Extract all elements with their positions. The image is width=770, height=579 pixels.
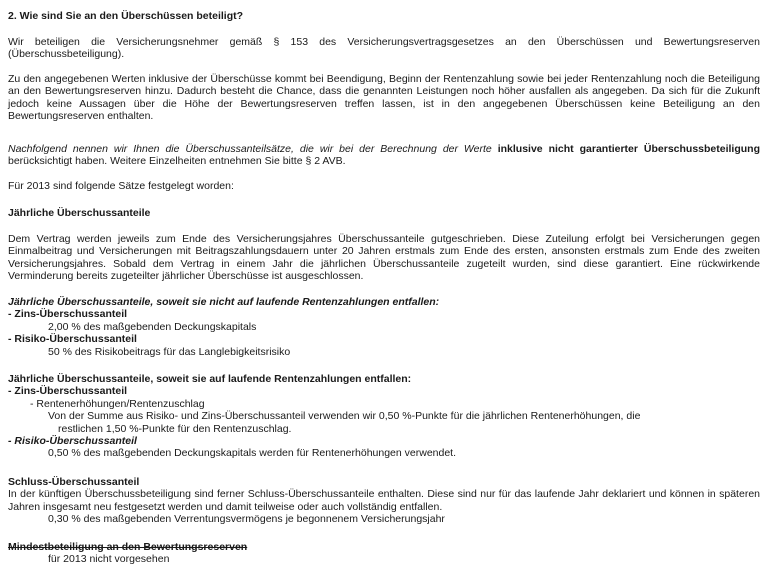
interest-surplus-label: - Zins-Überschussanteil — [8, 308, 128, 321]
risk-surplus-value: 50 % des Risikobeitrags für das Langlebigkeitsrisiko — [48, 345, 291, 358]
final-surplus-value: 0,30 % des maßgebenden Verrentungsvermögens je begonnenem Versicherungsjahr — [48, 513, 445, 526]
on-pension-section — [8, 373, 760, 460]
not-on-pension-heading: Jährliche Überschussanteile, soweit sie nicht auf laufende Rentenzahlungen entfallen: — [8, 296, 440, 308]
year-intro: Für 2013 sind folgende Sätze festgelegt worden: — [8, 180, 234, 192]
minimum-reserves-heading: Mindestbeteiligung an den Bewertungsreserven — [8, 541, 248, 553]
pension-increase-text-2: restlichen 1,50 %-Punkte für den Rentenzuschlag. — [58, 422, 292, 435]
final-surplus-section — [8, 476, 760, 526]
rates-note-bold: inklusive nicht garantierter Überschussbeteiligung — [497, 143, 760, 155]
minimum-reserves-value: für 2013 nicht vorgesehen — [48, 553, 170, 566]
pension-interest-label: - Zins-Überschussanteil — [8, 385, 128, 398]
section-title: 2. Wie sind Sie an den Überschüssen beteiligt? — [8, 10, 244, 22]
pension-increase-text-1: Von der Summe aus Risiko- und Zins-Überschussanteil verwenden wir 0,50 %-Punkte für die jährlichen Rentenerhöhungen, die — [48, 410, 641, 423]
interest-surplus-value: 2,00 % des maßgebenden Deckungskapitals — [48, 320, 257, 333]
values-paragraph: Zu den angegebenen Werten inklusive der Überschüsse kommt bei Beendigung, Beginn der Rentenzahlung sowie bei jeder Rentenzahlung noch die Beteiligung an den Bewertungsreserven hinzu. Dadurch besteht die Chance, dass die genannten Leistungen noch höher ausfallen als angegeben. Da sich für die Zukunft jedoch keine Aussagen über die Höhe der Bewertungsreserven treffen lassen, ist in den angegebenen Überschüssen keine Beteiligung an den Bewertungsreserven enthalten. — [8, 73, 760, 123]
rates-note-italic: Nachfolgend nennen wir Ihnen die Überschussanteilsätze, die wir bei der Berechnung der Werte — [8, 143, 492, 155]
pension-risk-value: 0,50 % des maßgebenden Deckungskapitals werden für Rentenerhöhungen verwendet. — [48, 447, 457, 460]
pension-increase-label: - Rentenerhöhungen/Rentenzuschlag — [30, 397, 205, 410]
rates-note-rest: berücksichtigt haben. Weitere Einzelheiten entnehmen Sie bitte § 2 AVB. — [8, 155, 346, 168]
on-pension-heading: Jährliche Überschussanteile, soweit sie auf laufende Rentenzahlungen entfallen: — [8, 373, 412, 385]
annual-heading: Jährliche Überschussanteile — [8, 207, 151, 219]
final-surplus-heading: Schluss-Überschussanteil — [8, 476, 140, 488]
minimum-reserves-section — [8, 541, 760, 566]
final-surplus-text: In der künftigen Überschussbeteiligung sind ferner Schluss-Überschussanteile enthalten. Diese sind nur für das laufende Jahr deklariert und können in späteren Jahren insgesamt neu festgesetzt werden und damit teilweise oder auch vollständig entfallen. — [8, 488, 760, 513]
pension-risk-label: - Risiko-Überschussanteil — [8, 435, 137, 448]
annual-paragraph: Dem Vertrag werden jeweils zum Ende des Versicherungsjahres Überschussanteile gutgeschrieben. Diese Zuteilung erfolgt bei Versicherungen gegen Einmalbeitrag und Versicherungen mit Beitragszahlungsdauern unter 20 Jahren erstmals zum Ende des ersten, ansonsten erstmals zum Ende des zweiten Versicherungsjahres. Sobald dem Vertrag in einem Jahr die jährlichen Überschussanteile zugeteilt wurden, sind diese garantiert. Eine rückwirkende Verminderung bereits zugeteilter jährlicher Überschüsse ist ausgeschlossen. — [8, 233, 760, 283]
rates-note — [8, 143, 760, 168]
risk-surplus-label: - Risiko-Überschussanteil — [8, 333, 137, 346]
intro-paragraph: Wir beteiligen die Versicherungsnehmer gemäß § 153 des Versicherungsvertragsgesetzes an den Überschüssen und Bewertungsreserven (Überschussbeteiligung). — [8, 36, 760, 61]
not-on-pension-section — [8, 296, 760, 358]
